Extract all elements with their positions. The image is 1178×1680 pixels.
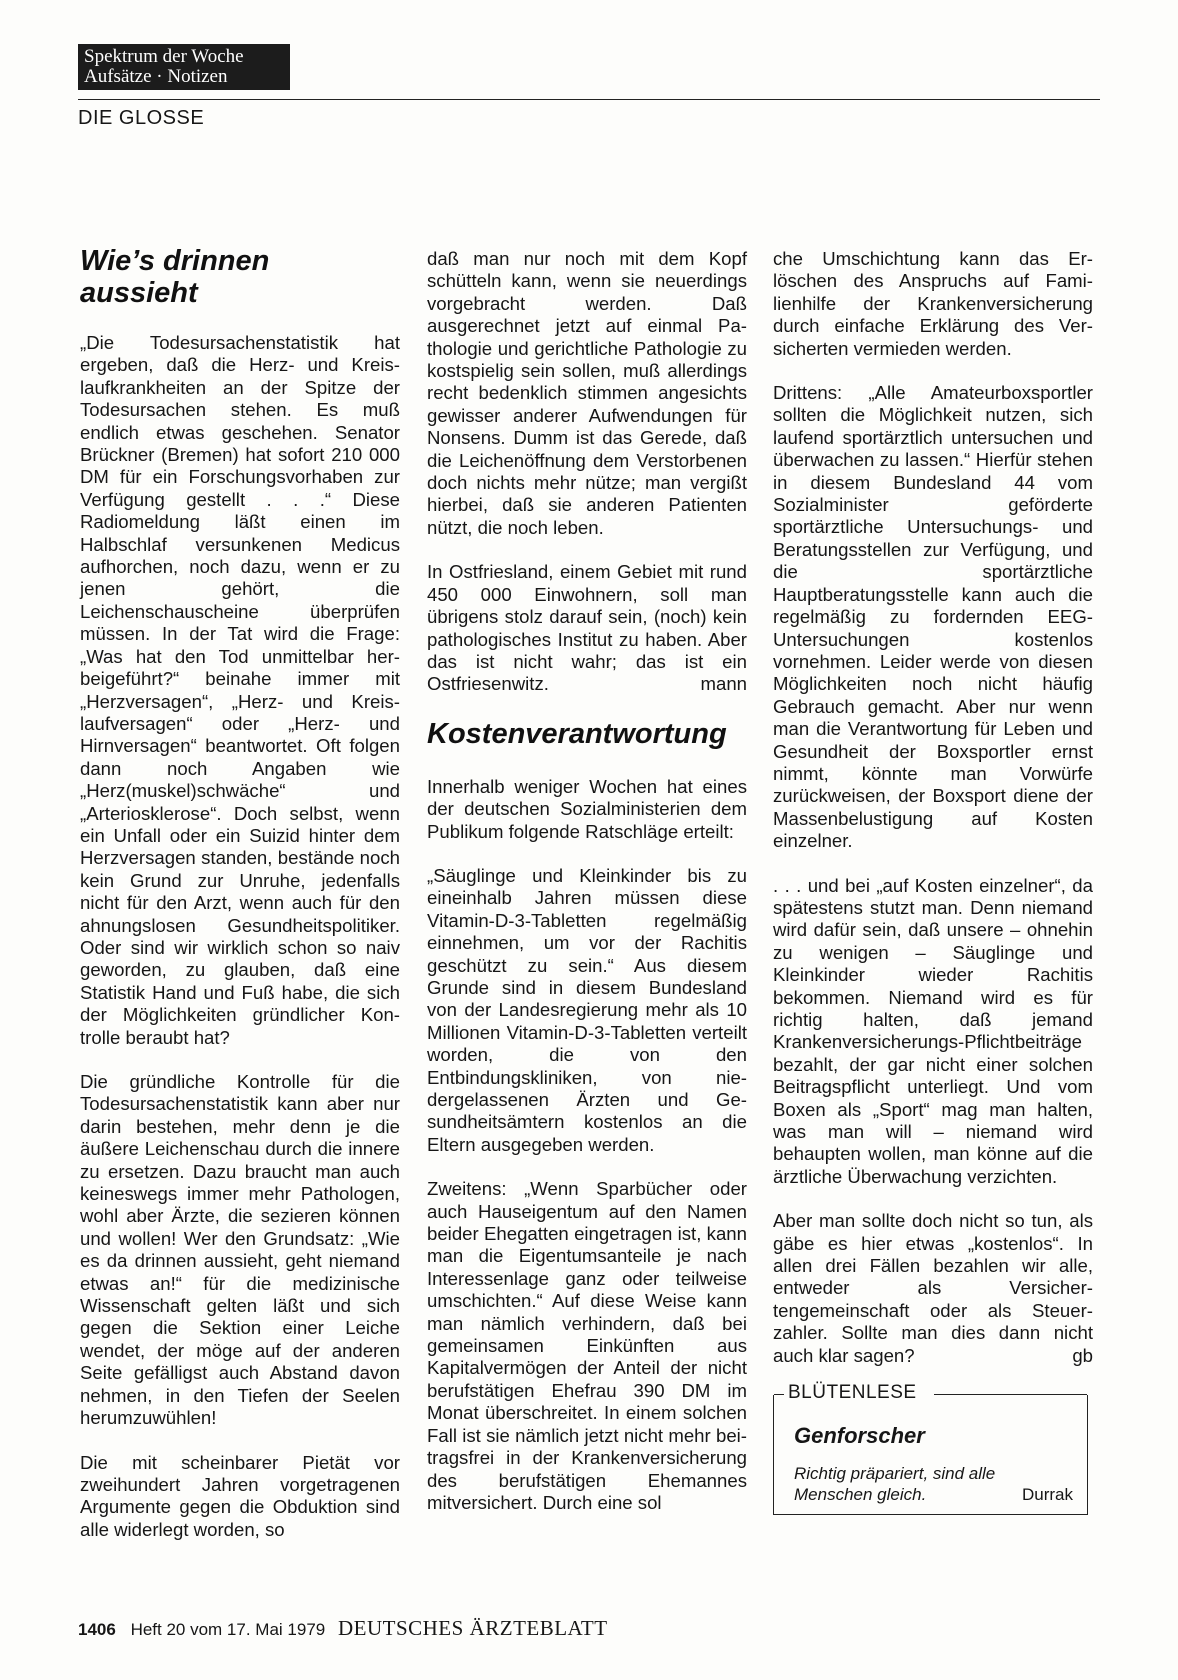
column-3: [773, 248, 1093, 1367]
page-footer: [78, 1616, 608, 1641]
issue-info: Heft 20 vom 17. Mai 1979: [130, 1620, 326, 1639]
article2-paragraph: Innerhalb weniger Wochen hat eines der deutschen Sozialministerien dem Publikum folgende Ratschläge erteilt:: [427, 775, 747, 842]
bluetenlese-quote: [794, 1463, 1087, 1505]
article1-paragraph-text: In Ostfriesland, einem Gebiet mit rund 450 000 Einwohnern, soll man übrigens stolz darauf sein, (noch) kein pathologisches Institut zu haben. Aber das ist nicht wahr; das ist ein Ostfriesenwitz.: [427, 561, 747, 695]
article1-paragraph: daß man nur noch mit dem Kopf schütteln kann, wenn sie neuerdings vorgebracht werden. Daß ausgerechnet jetzt auf einmal Pathologie und gerichtliche Pathologie zu kostspielig sein sollen, muß allerdings recht bedenklich stimmen angesichts gewisser anderer Aufwendungen für Nonsens. Dumm ist das Gerede, daß die Leichenöffnung dem Verstorbenen doch nichts mehr nütze; man vergißt hierbei, daß sie anderen Patienten nützt, die noch leben.: [427, 248, 747, 538]
bluetenlese-text: Richtig präpariert, sind alle Menschen gleich.: [794, 1464, 996, 1504]
rubric: DIE GLOSSE: [78, 107, 205, 129]
bluetenlese-label: BLÜTENLESE: [784, 1382, 921, 1404]
article2-paragraph-text: Aber man sollte doch nicht so tun, als gäbe es hier etwas „kostenlos“. In allen drei Fällen bezahlen wir alle, entweder als Versichertengemeinschaft oder als Steuerzahler. Sollte man dies dann nicht auch klar sagen?: [773, 1210, 1093, 1366]
article1-signature: mann: [700, 673, 747, 695]
article1-paragraph-last: [427, 561, 747, 695]
article2-paragraph: Drittens: „Alle Amateurboxsportler sollten die Möglichkeit nutzen, sich laufend sportärztlich untersuchen und überwachen zu lassen.“ Hierfür stehen in diesem Bundesland 44 vom Sozialminister geförderte sportärztliche Untersuchungs- und Beratungsstellen zur Verfügung, und die sportärztliche Hauptberatungsstelle kann auch die regelmäßig zu fordernden EEG-Untersuchungen kostenlos vornehmen. Leider werde von diesen Möglichkeiten noch nicht häufig Gebrauch gemacht. Aber nur wenn man die Verantwortung für Leben und Gesundheit der Boxsportler ernst nimmt, könnte man Vorwürfe zurückweisen, der Boxsport diene der Massenbelustigung auf Kosten einzelner.: [773, 382, 1093, 852]
bluetenlese-box: [773, 1382, 1088, 1515]
article1-paragraph: „Die Todesursachenstatistik hat ergeben, daß die Herz- und Kreislaufkrankheiten an der Spitze der Todesursachen stehen. Es muß endlich etwas geschehen. Senator Brückner (Bremen) hat sofort 210 000 DM für ein Forschungsvorhaben zur Verfügung gestellt . . .“ Diese Radiomeldung läßt einen im Halbschlaf versunkenen Medicus aufhorchen, noch dazu, wenn er zu jenen gehört, die Leichenschauscheine überprüfen müssen. In der Tat wird die Frage: „Was hat den Tod unmittelbar herbeigeführt?“ beinahe immer mit „Herzversagen“, „Herz- und Kreislaufversagen“ oder „Herz- und Hirnversagen“ beantwortet. Oft folgen dann noch Angaben wie „Herz(muskel)schwäche“ und „Arteriosklerose“. Doch selbst, wenn ein Unfall oder ein Suizid hinter dem Herzversagen standen, bestände noch kein Grund zur Unruhe, jedenfalls nicht für den Arzt, wenn auch für den ahnungslosen Gesundheitspolitiker. Oder sind wir wirklich schon so naiv geworden, zu glauben, daß eine Statistik Hand und Fuß habe, die sich der Möglichkeiten gründlicher Kontrolle beraubt hat?: [80, 332, 400, 1048]
magazine-name: DEUTSCHES ÄRZTEBLATT: [337, 1616, 608, 1640]
article1-paragraph: Die gründliche Kontrolle für die Todesursachenstatistik kann aber nur darin bestehen, mehr denn je die äußere Leichenschau durch die innere zu ersetzen. Dazu braucht man auch keineswegs immer mehr Pathologen, wohl aber Ärzte, die sezieren können und wollen! Wer den Grundsatz: „Wie es da drinnen aussieht, geht niemand etwas an!“ für die medizinische Wissenschaft gelten läßt und sich gegen die Sektion einer Leiche wendet, der möge auf der anderen Seite gefälligst auch Abstand davon nehmen, in den Tiefen der Seelen herumzuwühlen!: [80, 1071, 400, 1429]
column-1: [80, 332, 400, 1541]
bluetenlese-author: Durrak: [1021, 1485, 1073, 1504]
article2-paragraph-last: [773, 1210, 1093, 1367]
bluetenlese-rule: [934, 1394, 1087, 1395]
article1-paragraph: Die mit scheinbarer Pietät vor zweihundert Jahren vorgetragenen Argumente gegen die Obduktion sind alle widerlegt worden, so: [80, 1451, 400, 1540]
article2-signature: gb: [1072, 1344, 1093, 1366]
header-rule: [78, 99, 1100, 100]
bluetenlese-title: Genforscher: [794, 1423, 925, 1448]
article2-paragraph: Zweitens: „Wenn Sparbücher oder auch Hauseigentum auf den Namen beider Ehegatten eingetragen ist, kann man die Eigentumsanteile je nach Interessenlage ganz oder teilweise umschichten.“ Auf diese Weise kann man nämlich verhindern, daß bei gemeinsamen Einkünften aus Kapitalvermögen der Anteil der nicht berufstätigen Ehefrau 390 DM im Monat überschreitet. In einem solchen Fall ist sie nämlich jetzt nicht mehr beitragsfrei in der Krankenversicherung des berufstätigen Ehemannes mitversichert. Durch eine sol: [427, 1178, 747, 1513]
article2-paragraph: che Umschichtung kann das Erlöschen des Anspruchs auf Familienhilfe der Krankenversicherung durch einfache Erklärung des Versicherten vermieden werden.: [773, 248, 1093, 359]
page-number: 1406: [78, 1620, 116, 1639]
article1-headline: Wie’s drinnen aussieht: [80, 245, 270, 309]
column-2: [427, 248, 747, 1514]
article2-paragraph: „Säuglinge und Kleinkinder bis zu eineinhalb Jahren müssen diese Vitamin-D-3-Tabletten regelmäßig einnehmen, um vor der Rachitis geschützt zu sein.“ Aus diesem Grunde sind in diesem Bundesland von der Landesregierung mehr als 10 Millionen Vitamin-D-3-Tabletten verteilt worden, die von den Entbindungskliniken, von niedergelassenen Ärzten und Gesundheitsämtern kostenlos an die Eltern ausgegeben werden.: [427, 864, 747, 1155]
article2-paragraph: . . . und bei „auf Kosten einzelner“, da spätestens stutzt man. Denn niemand wird dafür sein, daß unsere – ohnehin zu wenigen – Säuglinge und Kleinkinder wieder Rachitis bekommen. Niemand wird es für richtig halten, daß jemand Krankenversicherungs-Pflichtbeiträge bezahlt, der gar nicht einer solchen Beitragspflicht unterliegt. Und vom Boxen als „Sport“ mag man halten, was man will – niemand wird behaupten wollen, man könne auf die ärztliche Überwachung verzichten.: [773, 874, 1093, 1187]
article2-headline: Kostenverantwortung: [427, 717, 727, 750]
section-label-line2: Aufsätze · Notizen: [84, 66, 228, 87]
section-label: [78, 44, 290, 90]
section-label-line1: Spektrum der Woche: [84, 46, 244, 67]
